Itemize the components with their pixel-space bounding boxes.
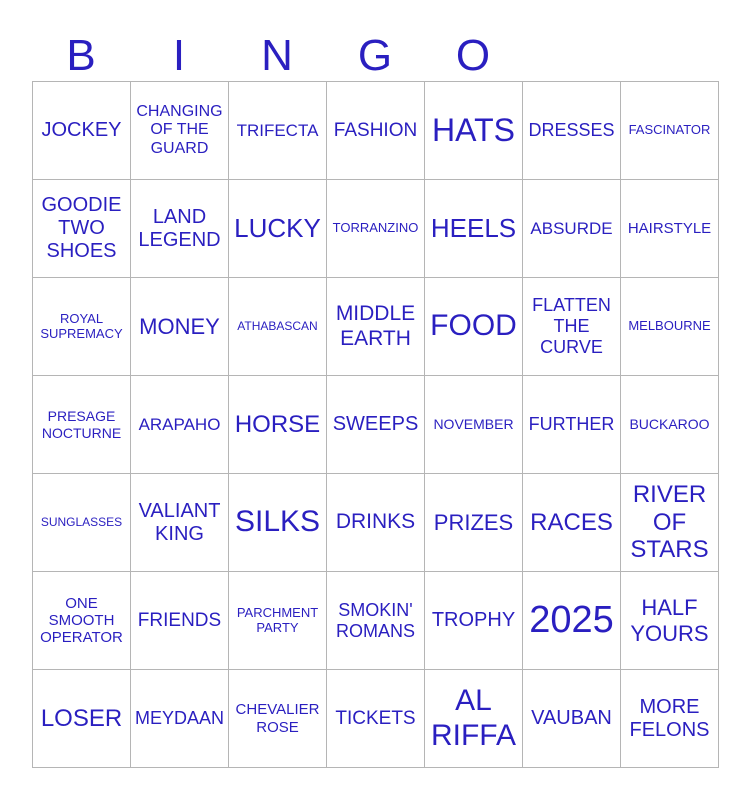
cell-label: SWEEPS <box>332 413 419 435</box>
bingo-cell[interactable] <box>523 670 621 768</box>
cell-label: PRESAGE NOCTURNE <box>41 408 122 441</box>
bingo-cell[interactable] <box>229 670 327 768</box>
cell-label: FURTHER <box>528 414 615 435</box>
cell-label: ATHABASCAN <box>237 318 318 333</box>
header-letter-b: B <box>66 31 96 80</box>
cell-label: TORRANZINO <box>332 220 419 236</box>
cell-label: LOSER <box>40 704 123 732</box>
bingo-grid <box>32 81 719 768</box>
cell-label: FRIENDS <box>137 609 222 631</box>
bingo-cell[interactable] <box>229 474 327 572</box>
cell-label: MORE FELONS <box>629 695 710 741</box>
bingo-cell[interactable] <box>131 670 229 768</box>
cell-label: 2025 <box>529 598 614 641</box>
bingo-cell[interactable] <box>621 278 719 376</box>
cell-label: SUNGLASSES <box>40 514 123 529</box>
cell-label: AL RIFFA <box>430 684 516 752</box>
cell-label: BUCKAROO <box>629 416 710 433</box>
bingo-cell[interactable] <box>523 474 621 572</box>
cell-label: MELBOURNE <box>628 318 711 334</box>
cell-label: VALIANT KING <box>138 499 221 545</box>
cell-label: CHANGING OF THE GUARD <box>136 102 223 157</box>
cell-label: ARAPAHO <box>138 414 221 434</box>
cell-label: ABSURDE <box>530 218 613 238</box>
cell-label: ROYAL SUPREMACY <box>40 310 123 341</box>
cell-label: HATS <box>432 112 515 149</box>
cell-label: GOODIE TWO SHOES <box>41 194 122 262</box>
bingo-cell[interactable] <box>33 180 131 278</box>
bingo-cell[interactable] <box>621 82 719 180</box>
cell-label: HEELS <box>430 212 517 243</box>
bingo-cell[interactable] <box>229 180 327 278</box>
cell-label: TROPHY <box>431 609 516 631</box>
bingo-cell[interactable] <box>327 670 425 768</box>
cell-label: PARCHMENT PARTY <box>236 604 319 635</box>
bingo-cell[interactable] <box>229 376 327 474</box>
bingo-cell[interactable] <box>621 376 719 474</box>
bingo-cell[interactable] <box>327 180 425 278</box>
cell-label: HAIRSTYLE <box>627 219 712 237</box>
bingo-cell[interactable] <box>33 376 131 474</box>
bingo-cell[interactable] <box>229 278 327 376</box>
bingo-cell[interactable] <box>523 82 621 180</box>
cell-label: FOOD <box>430 309 517 343</box>
bingo-cell[interactable] <box>327 376 425 474</box>
bingo-cell[interactable] <box>621 180 719 278</box>
cell-label: LAND LEGEND <box>138 205 221 251</box>
cell-label: RACES <box>530 508 613 536</box>
bingo-cell[interactable] <box>33 82 131 180</box>
bingo-cell[interactable] <box>327 474 425 572</box>
cell-label: MONEY <box>139 313 220 339</box>
bingo-cell[interactable] <box>425 572 523 670</box>
cell-label: MEYDAAN <box>134 708 224 729</box>
bingo-cell[interactable] <box>425 474 523 572</box>
cell-label: VAUBAN <box>531 707 612 729</box>
bingo-cell[interactable] <box>621 670 719 768</box>
cell-label: FASHION <box>333 119 418 141</box>
bingo-cell[interactable] <box>33 670 131 768</box>
bingo-cell[interactable] <box>523 180 621 278</box>
bingo-cell[interactable] <box>131 572 229 670</box>
cell-label: DRINKS <box>335 510 416 534</box>
header-letter-i: I <box>172 31 186 80</box>
header-letter-n: N <box>261 31 293 80</box>
cell-label: FASCINATOR <box>628 122 711 138</box>
bingo-cell[interactable] <box>425 180 523 278</box>
bingo-cell[interactable] <box>33 474 131 572</box>
bingo-cell[interactable] <box>621 474 719 572</box>
bingo-cell[interactable] <box>131 278 229 376</box>
bingo-cell[interactable] <box>523 278 621 376</box>
bingo-cell[interactable] <box>621 572 719 670</box>
bingo-cell[interactable] <box>33 278 131 376</box>
cell-label: SMOKIN' ROMANS <box>335 599 415 641</box>
cell-label: RIVER OF STARS <box>630 481 709 564</box>
cell-label: MIDDLE EARTH <box>335 302 416 350</box>
bingo-cell[interactable] <box>131 474 229 572</box>
bingo-cell[interactable] <box>229 572 327 670</box>
bingo-cell[interactable] <box>425 278 523 376</box>
cell-label: DRESSES <box>528 120 615 141</box>
bingo-cell[interactable] <box>425 376 523 474</box>
bingo-cell[interactable] <box>523 572 621 670</box>
bingo-cell[interactable] <box>131 180 229 278</box>
bingo-cell[interactable] <box>425 82 523 180</box>
bingo-cell[interactable] <box>523 376 621 474</box>
header-letter-g: G <box>357 31 393 80</box>
cell-label: PRIZES <box>433 509 514 535</box>
cell-label: JOCKEY <box>41 119 122 141</box>
bingo-cell[interactable] <box>327 572 425 670</box>
bingo-header <box>32 30 522 82</box>
cell-label: FLATTEN THE CURVE <box>532 295 611 357</box>
bingo-cell[interactable] <box>229 82 327 180</box>
cell-label: NOVEMBER <box>433 416 514 433</box>
cell-label: TICKETS <box>335 707 416 729</box>
bingo-cell[interactable] <box>131 82 229 180</box>
bingo-cell[interactable] <box>425 670 523 768</box>
bingo-cell[interactable] <box>131 376 229 474</box>
bingo-cell[interactable] <box>327 82 425 180</box>
cell-label: HORSE <box>234 410 321 438</box>
cell-label: SILKS <box>234 505 321 539</box>
header-letter-o: O <box>455 31 491 80</box>
bingo-cell[interactable] <box>33 572 131 670</box>
cell-label: ONE SMOOTH OPERATOR <box>40 594 123 647</box>
cell-label: TRIFECTA <box>236 120 319 140</box>
bingo-cell[interactable] <box>327 278 425 376</box>
cell-label: CHEVALIER ROSE <box>235 701 320 736</box>
cell-label: HALF YOURS <box>630 595 709 646</box>
cell-label: LUCKY <box>234 212 321 243</box>
